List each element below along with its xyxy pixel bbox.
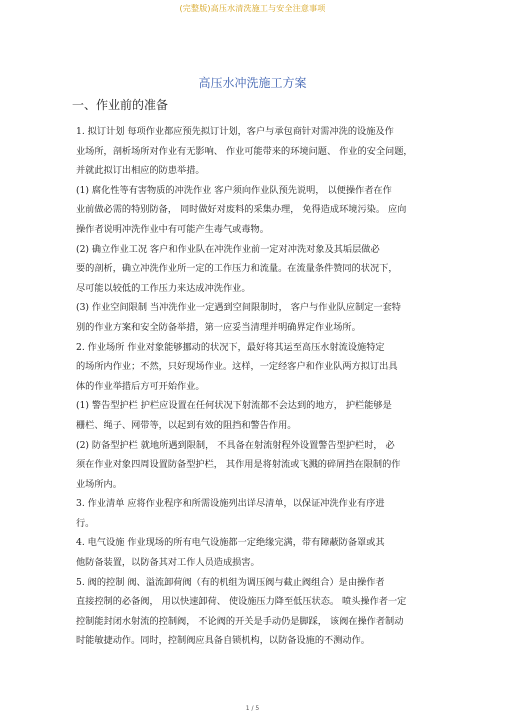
text-line: 他防备装置，以防备其对工作人员造成损害。 <box>76 557 260 569</box>
text-line: 尽可能以较低的工作压力来达成冲洗作业。 <box>76 282 251 294</box>
text-line: 控制能封闭水射流的控制阀， 不论阀的开关是手动仍是脚踩， 该阀在操作者制动 <box>76 615 404 627</box>
text-line: (1) 腐化性等有害物质的冲洗作业 客户须向作业队预先说明， 以便操作者在作 <box>76 184 392 196</box>
text-line: (2) 防备型护栏 就地所遇到限制， 不具备在射流射程外设置警告型护栏时， 必 <box>76 439 395 451</box>
body-text <box>76 122 440 651</box>
text-line: 要的剖析，确立冲洗作业所一定的工作压力和流量。在流量条件赞同的状况下， <box>76 263 398 275</box>
text-line: 须在作业对象四周设置防备型护栏， 其作用是将射流或飞溅的碎屑挡在限制的作 <box>76 459 401 471</box>
text-line: (3) 作业空间限制 当冲洗作业一定遇到空间限制时， 客户与作业队应制定一套特 <box>76 302 401 314</box>
text-line: 行。 <box>76 517 95 529</box>
text-line: 直接控制的必备阀， 用以快速卸荷、 使设施压力降至低压状态。 喷头操作者一定 <box>76 596 407 608</box>
text-line: 业场所内。 <box>76 478 122 490</box>
text-line: 栅栏、绳子、网带等，以起到有效的阻挡和警告作用。 <box>76 419 297 431</box>
page-number: 1 / 5 <box>245 705 260 712</box>
text-line: (1) 警告型护栏 护栏应设置在任何状况下射流都不会达到的地方， 护栏能够是 <box>76 400 392 412</box>
text-line: 业场所，剖析场所对作业有无影响、 作业可能带来的环境问题、 作业的安全问题， <box>76 145 413 157</box>
document-title: 高压水冲洗施工方案 <box>198 76 307 90</box>
text-line: 操作者说明冲洗作业中有可能产生毒气或毒物。 <box>76 223 269 235</box>
page-header: (完整版)高压水清洗施工与安全注意事项 <box>179 4 326 13</box>
text-line: 1. 拟订计划 每项作业都应预先拟订计划，客户与承包商针对需冲洗的设施及作 <box>76 126 394 137</box>
text-line: 3. 作业清单 应将作业程序和所需设施列出详尽清单，以保证冲洗作业有序进 <box>76 498 385 510</box>
text-line: 别的作业方案和安全防备举措，第一应妥当清理并明确界定作业场所。 <box>76 321 361 333</box>
text-line: 4. 电气设施 作业现场的所有电气设施都一定绝缘完满，带有障蔽防备罩或其 <box>76 537 385 549</box>
text-line: 业前做必需的特别防备， 同时做好对废料的采集办理， 免得造成环境污染。 应向 <box>76 204 407 216</box>
text-line: 2. 作业场所 作业对象能够挪动的状况下，最好将其运至高压水射流设施特定 <box>76 341 385 353</box>
text-line: (2) 确立作业工况 客户和作业队在冲洗作业前一定对冲洗对象及其垢层做必 <box>76 243 380 255</box>
section-heading: 一、作业前的准备 <box>72 98 169 112</box>
text-line: 5. 阀的控制 阀、溢流卸荷阀（有的机组为调压阀与截止阀组合）是由操作者 <box>76 576 385 588</box>
text-line: 时能敏捷动作。同时，控制阀应具备自锁机构，以防备设施的不测动作。 <box>76 635 370 647</box>
text-line: 并就此拟订出相应的防患举措。 <box>76 165 205 177</box>
text-line: 体的作业举措后方可开始作业。 <box>76 380 205 392</box>
text-line: 的场所内作业；不然，只好现场作业。这样，一定经客户和作业队两方拟订出具 <box>76 361 398 373</box>
